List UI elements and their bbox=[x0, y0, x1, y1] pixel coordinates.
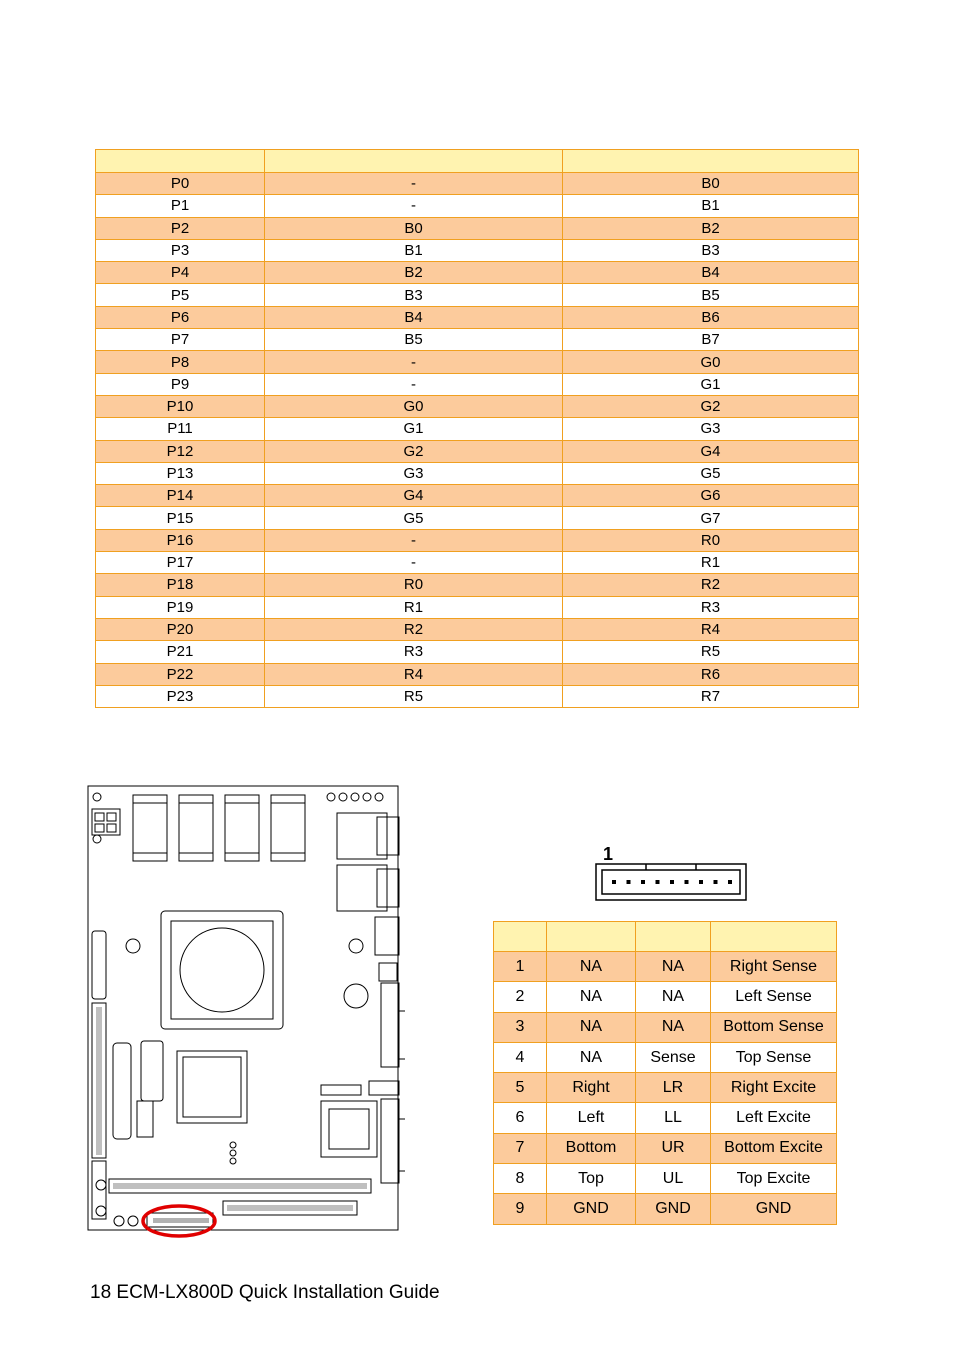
table-row bbox=[96, 574, 859, 596]
table-row bbox=[96, 462, 859, 484]
table-cell: Right bbox=[547, 1073, 636, 1103]
table-cell: R4 bbox=[563, 618, 859, 640]
table-row bbox=[96, 395, 859, 417]
table-cell: GND bbox=[547, 1194, 636, 1224]
table-row bbox=[494, 1164, 837, 1194]
table-row bbox=[494, 982, 837, 1012]
table-cell: GND bbox=[711, 1194, 837, 1224]
table-cell: 3 bbox=[494, 1012, 547, 1042]
table-cell: NA bbox=[636, 952, 711, 982]
table-row bbox=[96, 373, 859, 395]
table-cell: Bottom Sense bbox=[711, 1012, 837, 1042]
table-row bbox=[494, 952, 837, 982]
board-diagram bbox=[85, 783, 405, 1239]
table-row bbox=[96, 618, 859, 640]
table-cell: R7 bbox=[563, 685, 859, 707]
connector-pin bbox=[641, 880, 645, 884]
table-cell: P5 bbox=[96, 284, 265, 306]
table-cell: G0 bbox=[265, 395, 563, 417]
table-cell: NA bbox=[636, 982, 711, 1012]
table-cell: R4 bbox=[265, 663, 563, 685]
table-cell: UL bbox=[636, 1164, 711, 1194]
table-cell: G6 bbox=[563, 485, 859, 507]
connector-pin bbox=[714, 880, 718, 884]
table-cell: 1 bbox=[494, 952, 547, 982]
table-cell: P13 bbox=[96, 462, 265, 484]
connector-pin bbox=[670, 880, 674, 884]
touch-table-body bbox=[494, 952, 837, 1225]
table-row bbox=[96, 663, 859, 685]
table-cell: - bbox=[265, 351, 563, 373]
table-cell: B3 bbox=[265, 284, 563, 306]
table-cell: - bbox=[265, 373, 563, 395]
table-cell: R5 bbox=[265, 685, 563, 707]
connector-pin1-label: 1 bbox=[603, 844, 614, 864]
pin-assignment-table bbox=[95, 149, 859, 708]
table-cell: P14 bbox=[96, 485, 265, 507]
table-cell: 2 bbox=[494, 982, 547, 1012]
table-cell: Bottom Excite bbox=[711, 1133, 837, 1163]
table-cell: P3 bbox=[96, 239, 265, 261]
table-header-cell bbox=[265, 150, 563, 173]
connector-pin bbox=[656, 880, 660, 884]
table-cell: Right Excite bbox=[711, 1073, 837, 1103]
table-cell: G1 bbox=[563, 373, 859, 395]
table-cell: NA bbox=[547, 1042, 636, 1072]
table-cell: B1 bbox=[265, 239, 563, 261]
table-row bbox=[96, 239, 859, 261]
table-cell: P6 bbox=[96, 306, 265, 328]
table-cell: R2 bbox=[563, 574, 859, 596]
table-cell: - bbox=[265, 552, 563, 574]
table-cell: G3 bbox=[265, 462, 563, 484]
connector-pin bbox=[728, 880, 732, 884]
table-row bbox=[96, 552, 859, 574]
table-row bbox=[96, 262, 859, 284]
table-header-cell bbox=[494, 922, 547, 952]
table-cell: LL bbox=[636, 1103, 711, 1133]
table-cell: LR bbox=[636, 1073, 711, 1103]
table-cell: NA bbox=[547, 1012, 636, 1042]
table-row bbox=[494, 1194, 837, 1224]
table-cell: B4 bbox=[265, 306, 563, 328]
table-header-row bbox=[494, 922, 837, 952]
table-cell: G2 bbox=[265, 440, 563, 462]
table-row bbox=[96, 351, 859, 373]
table-cell: R0 bbox=[265, 574, 563, 596]
table-cell: UR bbox=[636, 1133, 711, 1163]
table-row bbox=[96, 641, 859, 663]
table-cell: Top Sense bbox=[711, 1042, 837, 1072]
connector-pin bbox=[612, 880, 616, 884]
table-cell: B4 bbox=[563, 262, 859, 284]
table-row bbox=[96, 195, 859, 217]
table-cell: B5 bbox=[563, 284, 859, 306]
table-cell: R5 bbox=[563, 641, 859, 663]
connector-pin bbox=[627, 880, 631, 884]
table-cell: B2 bbox=[265, 262, 563, 284]
connector-pin bbox=[699, 880, 703, 884]
table-row bbox=[96, 284, 859, 306]
table-row bbox=[96, 418, 859, 440]
table-cell: B3 bbox=[563, 239, 859, 261]
connector-pin bbox=[685, 880, 689, 884]
table-cell: G4 bbox=[563, 440, 859, 462]
table-cell: R3 bbox=[563, 596, 859, 618]
table-cell: Top bbox=[547, 1164, 636, 1194]
table-cell: 8 bbox=[494, 1164, 547, 1194]
table-cell: B5 bbox=[265, 329, 563, 351]
table-cell: P4 bbox=[96, 262, 265, 284]
table-cell: GND bbox=[636, 1194, 711, 1224]
table-cell: G3 bbox=[563, 418, 859, 440]
table-header-cell bbox=[96, 150, 265, 173]
table-row bbox=[96, 217, 859, 239]
table-cell: G7 bbox=[563, 507, 859, 529]
table-cell: P23 bbox=[96, 685, 265, 707]
table-cell: P0 bbox=[96, 173, 265, 195]
table-row bbox=[96, 596, 859, 618]
table-row bbox=[494, 1012, 837, 1042]
table-row bbox=[96, 306, 859, 328]
table-cell: Left Sense bbox=[711, 982, 837, 1012]
table-cell: G4 bbox=[265, 485, 563, 507]
table-cell: 5 bbox=[494, 1073, 547, 1103]
touchscreen-pin-table bbox=[493, 921, 837, 1225]
table-cell: 6 bbox=[494, 1103, 547, 1133]
page-footer: 18 ECM-LX800D Quick Installation Guide bbox=[90, 1282, 440, 1303]
table-cell: P9 bbox=[96, 373, 265, 395]
table-row bbox=[494, 1042, 837, 1072]
table-cell: - bbox=[265, 195, 563, 217]
table-cell: Bottom bbox=[547, 1133, 636, 1163]
table-cell: B1 bbox=[563, 195, 859, 217]
table-header-cell bbox=[636, 922, 711, 952]
table-cell: Left bbox=[547, 1103, 636, 1133]
table-cell: P12 bbox=[96, 440, 265, 462]
table-row bbox=[96, 485, 859, 507]
table-row bbox=[96, 173, 859, 195]
table-header-cell bbox=[547, 922, 636, 952]
table-cell: P1 bbox=[96, 195, 265, 217]
table-cell: G2 bbox=[563, 395, 859, 417]
table-cell: P2 bbox=[96, 217, 265, 239]
table-row bbox=[494, 1133, 837, 1163]
table-cell: Left Excite bbox=[711, 1103, 837, 1133]
table-cell: P16 bbox=[96, 529, 265, 551]
table-cell: P20 bbox=[96, 618, 265, 640]
table-row bbox=[494, 1103, 837, 1133]
table-cell: R1 bbox=[563, 552, 859, 574]
table-cell: 4 bbox=[494, 1042, 547, 1072]
table-cell: P17 bbox=[96, 552, 265, 574]
table-cell: NA bbox=[547, 982, 636, 1012]
table-cell: G5 bbox=[563, 462, 859, 484]
table-cell: G5 bbox=[265, 507, 563, 529]
table-cell: 9 bbox=[494, 1194, 547, 1224]
table-cell: R2 bbox=[265, 618, 563, 640]
table-cell: B6 bbox=[563, 306, 859, 328]
table-header-row bbox=[96, 150, 859, 173]
table-row bbox=[96, 529, 859, 551]
table-cell: R6 bbox=[563, 663, 859, 685]
table-cell: G1 bbox=[265, 418, 563, 440]
table-cell: P15 bbox=[96, 507, 265, 529]
table-cell: P22 bbox=[96, 663, 265, 685]
connector-diagram bbox=[592, 842, 752, 904]
table-cell: Right Sense bbox=[711, 952, 837, 982]
table-cell: B0 bbox=[265, 217, 563, 239]
table-header-cell bbox=[563, 150, 859, 173]
table-cell: B2 bbox=[563, 217, 859, 239]
table-cell: NA bbox=[636, 1012, 711, 1042]
table-cell: P8 bbox=[96, 351, 265, 373]
table-cell: P7 bbox=[96, 329, 265, 351]
table-row bbox=[96, 440, 859, 462]
table-cell: P19 bbox=[96, 596, 265, 618]
table-cell: R3 bbox=[265, 641, 563, 663]
table-cell: B0 bbox=[563, 173, 859, 195]
table-cell: P21 bbox=[96, 641, 265, 663]
table-row bbox=[96, 685, 859, 707]
table-cell: P10 bbox=[96, 395, 265, 417]
table-row bbox=[96, 507, 859, 529]
table-cell: - bbox=[265, 529, 563, 551]
table-cell: 7 bbox=[494, 1133, 547, 1163]
table-cell: R1 bbox=[265, 596, 563, 618]
table-header-cell bbox=[711, 922, 837, 952]
table-row bbox=[96, 329, 859, 351]
table-cell: Sense bbox=[636, 1042, 711, 1072]
table-cell: P11 bbox=[96, 418, 265, 440]
table-cell: Top Excite bbox=[711, 1164, 837, 1194]
table-cell: P18 bbox=[96, 574, 265, 596]
table-row bbox=[494, 1073, 837, 1103]
table-cell: G0 bbox=[563, 351, 859, 373]
table-cell: NA bbox=[547, 952, 636, 982]
pin-table-body bbox=[96, 173, 859, 708]
table-cell: - bbox=[265, 173, 563, 195]
table-cell: B7 bbox=[563, 329, 859, 351]
table-cell: R0 bbox=[563, 529, 859, 551]
